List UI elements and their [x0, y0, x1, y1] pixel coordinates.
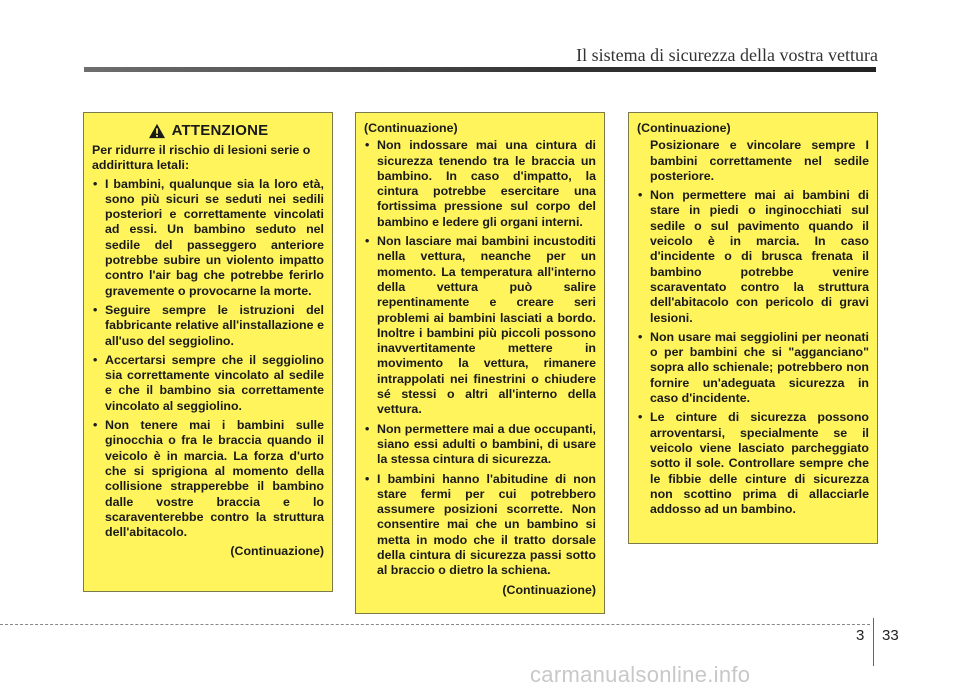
list-item: • I bambini hanno l'abitudine di non stare fermi per cui potrebbero assumere posizioni scorrette. Non consentire mai che un bambino si metta in modo che il tratto dorsale della cintura di sicurezza passi sotto al braccio o dietro la schiena.: [364, 472, 596, 579]
list-item: • Le cinture di sicurezza possono arroventarsi, specialmente se il veicolo viene lasciato parcheggiato sotto il sole. Controllare sempre che le fibbie delle cinture di sicurezza non scottino prima di allacciarle addosso ad un bambino.: [637, 410, 869, 517]
warning-panel-1: [83, 112, 333, 592]
bullet-list: [364, 138, 596, 578]
footer-divider: [873, 618, 874, 666]
list-item: • Non usare mai seggiolini per neonati o per bambini che si "agganciano" sopra allo schienale; potrebbero non fornire un'adeguata sicurezza in caso d'incidente.: [637, 330, 869, 406]
header-rule: [84, 67, 876, 72]
warning-triangle-icon: [148, 123, 166, 139]
warning-panel-3: [628, 112, 878, 544]
lead-paragraph: Posizionare e vincolare sempre I bambini correttamente nel sedile posteriore.: [650, 138, 869, 183]
bullet-list: [92, 177, 324, 541]
continuation-label: (Continuazione): [637, 121, 731, 135]
list-item: • Seguire sempre le istruzioni del fabbricante relative all'installazione e all'uso del seggiolino.: [92, 303, 324, 349]
section-header-title: Il sistema di sicurezza della vostra vettura: [576, 45, 878, 65]
warning-title: ATTENZIONE: [171, 122, 269, 140]
footer-dashed-rule: [0, 624, 870, 625]
list-item: • I bambini, qualunque sia la loro età, sono più sicuri se seduti nei sedili posteriori e correttamente vincolati ad essi. Un bambino seduto nel sedile del passeggero anteriore potrebbe subire un violento impatto contro l'air bag che potrebbe ferirlo gravemente o provocarne la morte.: [92, 177, 324, 299]
list-item: • Non indossare mai una cintura di sicurezza tenendo tra le braccia un bambino. In caso d'impatto, la cintura potrebbe esercitare una fortissima pressione sul corpo del bambino e ledere gli organi interni.: [364, 138, 596, 230]
list-item: • Non permettere mai a due occupanti, siano essi adulti o bambini, di usare la stessa cintura di sicurezza.: [364, 422, 596, 468]
list-item: • Non permettere mai ai bambini di stare in piedi o inginocchiati sul sedile o sul pavimento quando il veicolo è in marcia. In caso d'incidente o di brusca frenata il bambino potrebbe venire scaraventato contro la struttura dell'abitacolo con pericolo di gravi lesioni.: [637, 188, 869, 326]
watermark: carmanualsonline.info: [530, 662, 751, 687]
list-item: • Non tenere mai i bambini sulle ginocchia o fra le braccia quando il veicolo è in marcia. La forza d'urto che si sprigiona al momento della collisione strapperebbe il bambino dalle vostre braccia e lo scaraventerebbe contro la struttura dell'abitacolo.: [92, 418, 324, 540]
warning-panel-2: [355, 112, 605, 614]
continued-label: (Continuazione): [502, 582, 596, 597]
list-item: • Accertarsi sempre che il seggiolino sia correttamente vincolato al sedile e che il bambino sia correttamente vincolato al seggiolino.: [92, 353, 324, 414]
warning-intro: Per ridurre il rischio di lesioni serie o addirittura letali:: [92, 143, 311, 173]
bullet-list: [637, 188, 869, 517]
list-item: • Non lasciare mai bambini incustoditi nella vettura, neanche per un momento. La temperatura all'interno della vettura può salire repentinamente e creare seri problemi ai bambini lasciati a bordo. Inoltre i bambini più piccoli possono inavvertitamente mettere in movimento la vettura, rimanere intrappolati nei finestrini o chiudere sé stessi o altri all'interno della vettura.: [364, 234, 596, 418]
continuation-label: (Continuazione): [364, 121, 458, 135]
continued-label: (Continuazione): [230, 544, 324, 559]
chapter-number: 3: [856, 627, 865, 644]
warning-header: [92, 123, 324, 139]
page-number: 33: [882, 627, 899, 644]
